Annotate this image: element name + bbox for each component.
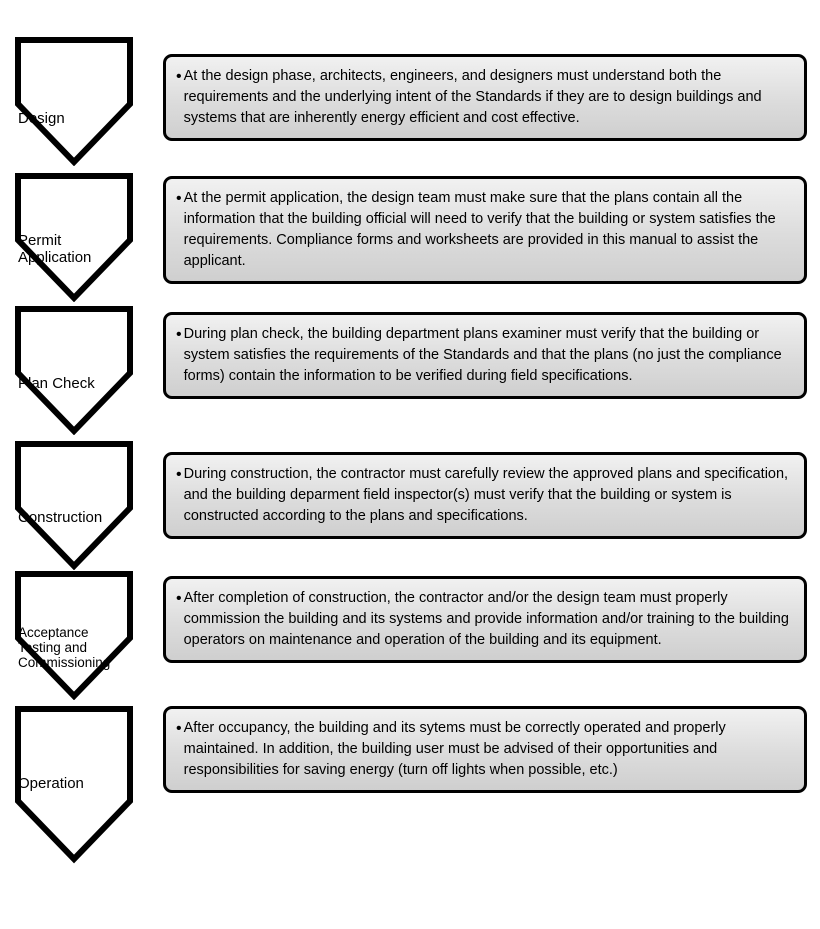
- chevron-shape-design: [14, 36, 134, 166]
- bullet-icon: •: [176, 326, 182, 343]
- callout-text-operation: After occupancy, the building and its sytems must be correctly operated and properly maintained. In addition, the building user must be advised of their opportunities and responsibilities for saving energy (turn off lights when possible, etc.): [183, 720, 726, 778]
- bullet-icon: •: [176, 720, 182, 737]
- callout-text-acceptance-testing: After completion of construction, the contractor and/or the design team must properly commission the building and its systems and provide information and/or training to the building operators on maintenance and operation of the building and its equipment.: [183, 590, 789, 648]
- bullet-icon: •: [176, 590, 182, 607]
- callout-plan-check: [163, 312, 807, 399]
- callout-permit-application: [163, 176, 807, 284]
- callout-design: [163, 54, 807, 141]
- chevron-label-construction: Construction: [18, 509, 103, 526]
- chevron-label-design: Design: [18, 110, 65, 127]
- callout-text-construction: During construction, the contractor must carefully review the approved plans and specification, and the building deparment field inspector(s) must verify that the building or system is constructed according to the plans and specifications.: [183, 466, 789, 524]
- chevron-label-permit-application: Permit Application: [18, 232, 92, 266]
- chevron-shape-plan-check: [14, 305, 134, 435]
- chevron-shape-construction: [14, 440, 134, 570]
- callout-text-plan-check: During plan check, the building department plans examiner must verify that the building or system satisfies the requirements of the Standards and that the plans (no just the compliance forms) contain the information to be verified during field specifications.: [183, 326, 782, 384]
- callout-operation: [163, 706, 807, 793]
- chevron-label-plan-check: Plan Check: [18, 375, 95, 392]
- callout-text-design: At the design phase, architects, engineers, and designers must understand both the requirements and the underlying intent of the Standards if they are to design buildings and systems that are inherently energy efficient and cost effective.: [183, 68, 762, 126]
- chevron-shape-acceptance-testing: [14, 570, 134, 700]
- chevron-label-acceptance-testing: Acceptance Testing and Commissioning: [18, 625, 111, 670]
- chevron-label-operation: Operation: [18, 775, 84, 792]
- chevron-shape-permit-application: [14, 172, 134, 302]
- bullet-icon: •: [176, 190, 182, 207]
- callout-acceptance-testing: [163, 576, 807, 663]
- bullet-icon: •: [176, 466, 182, 483]
- chevron-shape-operation: [14, 705, 134, 865]
- bullet-icon: •: [176, 68, 182, 85]
- callout-construction: [163, 452, 807, 539]
- callout-text-permit-application: At the permit application, the design team must make sure that the plans contain all the information that the building official will need to verify that the building or system satisfies the requirements. Compliance forms and worksheets are provided in this manual to assist the applicant.: [183, 190, 776, 269]
